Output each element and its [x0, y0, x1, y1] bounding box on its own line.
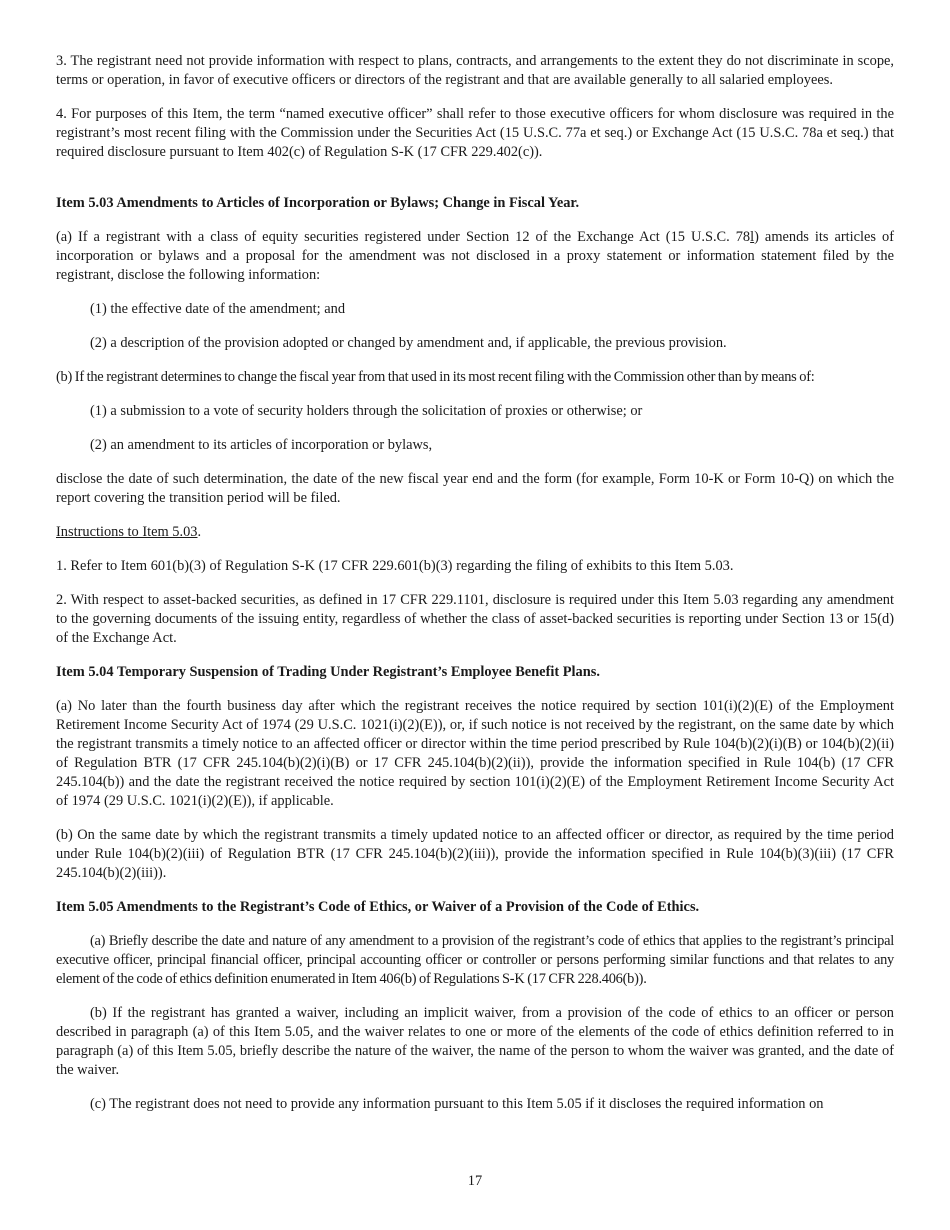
item-5-03-heading: Item 5.03 Amendments to Articles of Incorporation or Bylaws; Change in Fiscal Year. [56, 195, 580, 211]
item-5-03-a-underlined-letter: l [750, 229, 755, 245]
paragraph-instruction-3: 3. The registrant need not provide information with respect to plans, contracts, and arrangements to the extent they do not discriminate in scope, terms or operation, in favor of executive officers or directors of the registrant and that are available generally to all salaried employees. [56, 53, 894, 88]
item-5-03-b-2: (2) an amendment to its articles of incorporation or bylaws, [90, 437, 433, 453]
paragraph-instruction-4: 4. For purposes of this Item, the term “named executive officer” shall refer to those executive officers for whom disclosure was required in the registrant’s most recent filing with the Commission under the Securities Act (15 U.S.C. 77a et seq.) or Exchange Act (15 U.S.C. 78a et seq.) that required disclosure pursuant to Item 402(c) of Regulation S-K (17 CFR 229.402(c)). [56, 106, 894, 160]
item-5-03-a-1: (1) the effective date of the amendment; and [90, 301, 346, 317]
item-5-05-paragraph-a: (a) Briefly describe the date and nature of any amendment to a provision of the registrant’s code of ethics that applies to the registrant’s principal executive officer, principal financial officer, principal accounting officer or controller or persons performing similar functions and that relates to any element of the code of ethics definition enumerated in Item 406(b) of Regulations S-K (17 CFR 228.406(b)). [56, 933, 894, 987]
page-number: 17 [467, 1173, 483, 1189]
item-5-03-a-2: (2) a description of the provision adopted or changed by amendment and, if applicable, the previous provision. [90, 335, 727, 351]
instruction-2: 2. With respect to asset-backed securities, as defined in 17 CFR 229.1101, disclosure is required under this Item 5.03 regarding any amendment to the governing documents of the issuing entity, regardless of whether the class of asset-backed securities is reporting under Section 13 or 15(d) of the Exchange Act. [56, 592, 894, 646]
item-5-04-paragraph-a: (a) No later than the fourth business day after which the registrant receives the notice required by section 101(i)(2)(E) of the Employment Retirement Income Security Act of 1974 (29 U.S.C. 1021(i)(2)(E)), or, if such notice is not received by the registrant, on the same date by which the registrant transmits a timely notice to an affected officer or director within the time period prescribed by Rule 104(b)(2)(i)(B) or 104(b)(2)(ii) of Regulation BTR (17 CFR 245.104(b)(2)(i)(B) or 17 CFR 245.104(b)(2)(ii)), provide the information specified in Rule 104(b) (17 CFR 245.104(b)) and the date the registrant received the notice required by section 101(i)(2)(E) of the Employment Retirement Income Security Act of 1974 (29 U.S.C. 1021(i)(2)(E)), if applicable. [56, 698, 894, 809]
instructions-heading [56, 523, 894, 542]
item-5-03-paragraph-b: (b) If the registrant determines to change the fiscal year from that used in its most recent filing with the Commission other than by means of: [56, 369, 815, 385]
document-page [56, 52, 894, 1129]
item-5-05-paragraph-c: (c) The registrant does not need to provide any information pursuant to this Item 5.05 if it discloses the required information on [90, 1096, 824, 1112]
item-5-05-heading: Item 5.05 Amendments to the Registrant’s Code of Ethics, or Waiver of a Provision of the Code of Ethics. [56, 899, 700, 915]
instructions-heading-period: . [197, 524, 202, 540]
item-5-03-b-1: (1) a submission to a vote of security holders through the solicitation of proxies or otherwise; or [90, 403, 643, 419]
instruction-1: 1. Refer to Item 601(b)(3) of Regulation S-K (17 CFR 229.601(b)(3) regarding the filing of exhibits to this Item 5.03. [56, 558, 734, 574]
item-5-04-heading: Item 5.04 Temporary Suspension of Trading Under Registrant’s Employee Benefit Plans. [56, 664, 600, 680]
item-5-03-a-text-start: (a) If a registrant with a class of equity securities registered under Section 12 of the Exchange Act (15 U.S.C. 78 [56, 229, 751, 245]
item-5-04-paragraph-b: (b) On the same date by which the registrant transmits a timely updated notice to an affected officer or director, as required by the time period under Rule 104(b)(2)(iii) of Regulation BTR (17 CFR 245.104(b)(2)(iii)), provide the information specified in Rule 104(b)(3)(iii) (17 CFR 245.104(b)(2)(iii)). [56, 827, 894, 881]
item-5-03-a-text-end: ) amends its articles of incorporation or bylaws and a proposal for the amendment was not disclosed in a proxy statement or information statement filed by the registrant, disclose the following information: [56, 229, 895, 283]
instructions-heading-text: Instructions to Item 5.03 [56, 524, 198, 540]
item-5-03-paragraph-a [56, 228, 894, 285]
item-5-03-b-tail: disclose the date of such determination, the date of the new fiscal year end and the form (for example, Form 10-K or Form 10-Q) on which the report covering the transition period will be filed. [56, 471, 894, 506]
item-5-05-paragraph-b: (b) If the registrant has granted a waiver, including an implicit waiver, from a provision of the code of ethics to an officer or person described in paragraph (a) of this Item 5.05, and the waiver relates to one or more of the elements of the code of ethics definition referred to in paragraph (a) of this Item 5.05, briefly describe the nature of the waiver, the name of the person to whom the waiver was granted, and the date of the waiver. [56, 1005, 894, 1078]
